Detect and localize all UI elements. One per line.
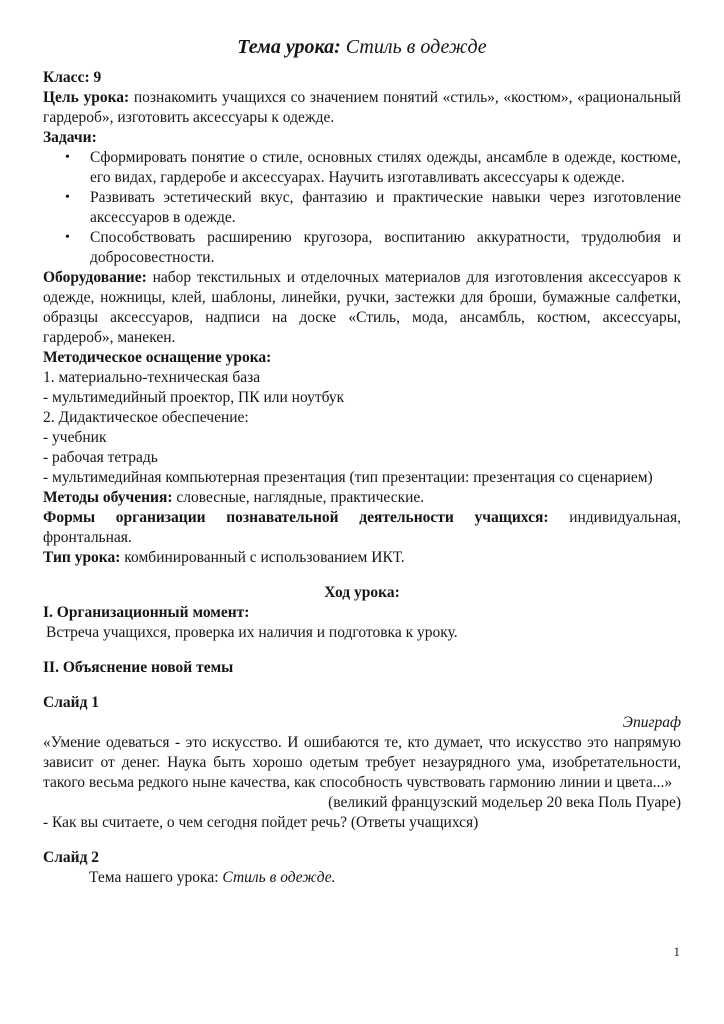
org-moment-text: Встреча учащихся, проверка их наличия и подготовка к уроку. (46, 624, 458, 641)
page-number: 1 (673, 944, 680, 959)
bullet-icon: • (65, 150, 70, 165)
doc-title-label: Тема урока: (237, 36, 341, 58)
task-text: Способствовать расширению кругозора, воспитанию аккуратности, трудолюбия и добросовестности. (90, 229, 681, 266)
methodical-heading: Методическое оснащение урока: (43, 349, 272, 366)
equipment-text: набор текстильных и отделочных материалов для изготовления аксессуаров к одежде, ножницы, клей, шаблоны, линейки, ручки, застежки для броши, бумажные салфетки, образцы аксессуаров, надписи на доске «Стиль, мода, ансамбль, костюм, аксессуары, гардероб», манекен. (43, 269, 681, 346)
doc-title-value: Стиль в одежде (345, 36, 487, 58)
task-text: Развивать эстетический вкус, фантазию и практические навыки через изготовление аксессуаров в одежде. (90, 189, 681, 226)
lesson-flow-heading: Ход урока: (324, 584, 400, 601)
equipment-label: Оборудование: (43, 269, 147, 286)
doc-title (43, 34, 681, 60)
forms-label: Формы организации познавательной деятельности учащихся: (43, 509, 549, 526)
tasks-heading: Задачи: (43, 129, 97, 146)
blank-line (43, 568, 681, 583)
slide2-text (43, 868, 681, 888)
forms-paragraph (43, 508, 681, 548)
epigraph-label: Эпиграф (622, 714, 681, 731)
lesson-type-paragraph (43, 548, 681, 568)
methodical-line: - учебник (43, 429, 107, 446)
slide2-topic: Стиль в одежде. (222, 869, 336, 886)
lesson-type-label: Тип урока: (43, 549, 121, 566)
goal-paragraph (43, 88, 681, 128)
methods-paragraph (43, 488, 681, 508)
task-list (43, 148, 681, 268)
task-text: Сформировать понятие о стиле, основных стилях одежды, ансамбле в одежде, костюме, его видах, гардеробе и аксессуарах. Научить изготавливать аксессуары к одежде. (90, 149, 681, 186)
slide1-heading: Слайд 1 (43, 694, 100, 711)
slide2-prefix: Тема нашего урока: (89, 869, 219, 886)
equipment-paragraph (43, 268, 681, 348)
methodical-line: - мультимедийная компьютерная презентация (тип презентации: презентация со сценарием) (43, 469, 653, 486)
methodical-line: - мультимедийный проектор, ПК или ноутбук (43, 389, 345, 406)
task-item (65, 188, 681, 228)
goal-text: познакомить учащихся со значением понятий «стиль», «костюм», «рациональный гардероб», изготовить аксессуары к одежде. (43, 89, 682, 126)
methodical-line: 2. Дидактическое обеспечение: (43, 409, 249, 426)
new-topic-heading: II. Объяснение новой темы (43, 659, 234, 676)
lesson-type-text: комбинированный с использованием ИКТ. (124, 549, 405, 566)
bullet-icon: • (65, 190, 70, 205)
teacher-question: - Как вы считаете, о чем сегодня пойдет речь? (Ответы учащихся) (43, 814, 479, 831)
methods-text: словесные, наглядные, практические. (176, 489, 425, 506)
slide2-heading: Слайд 2 (43, 849, 100, 866)
blank-line (43, 678, 681, 693)
task-item (65, 228, 681, 268)
epigraph-author: (великий французский модельер 20 века Поль Пуаре) (328, 794, 681, 811)
bullet-icon: • (65, 230, 70, 245)
forms-text: индивидуальная, фронтальная. (43, 509, 682, 546)
methods-label: Методы обучения: (43, 489, 173, 506)
methodical-line: - рабочая тетрадь (43, 449, 158, 466)
blank-line (43, 643, 681, 658)
org-moment-heading: I. Организационный момент: (43, 604, 250, 621)
goal-label: Цель урока: (43, 89, 130, 106)
epigraph-text: «Умение одеваться - это искусство. И ошибаются те, кто думает, что искусство это напрямую зависит от денег. Наука быть хорошо одетым требует незаурядного ума, изобретательности, такого весьма редкого ныне качества, как способность чувствовать гармонию линии и цвета...» (43, 734, 681, 791)
blank-line (43, 833, 681, 848)
methodical-line: 1. материально-техническая база (43, 369, 261, 386)
task-item (65, 148, 681, 188)
class-line: Класс: 9 (43, 69, 102, 86)
